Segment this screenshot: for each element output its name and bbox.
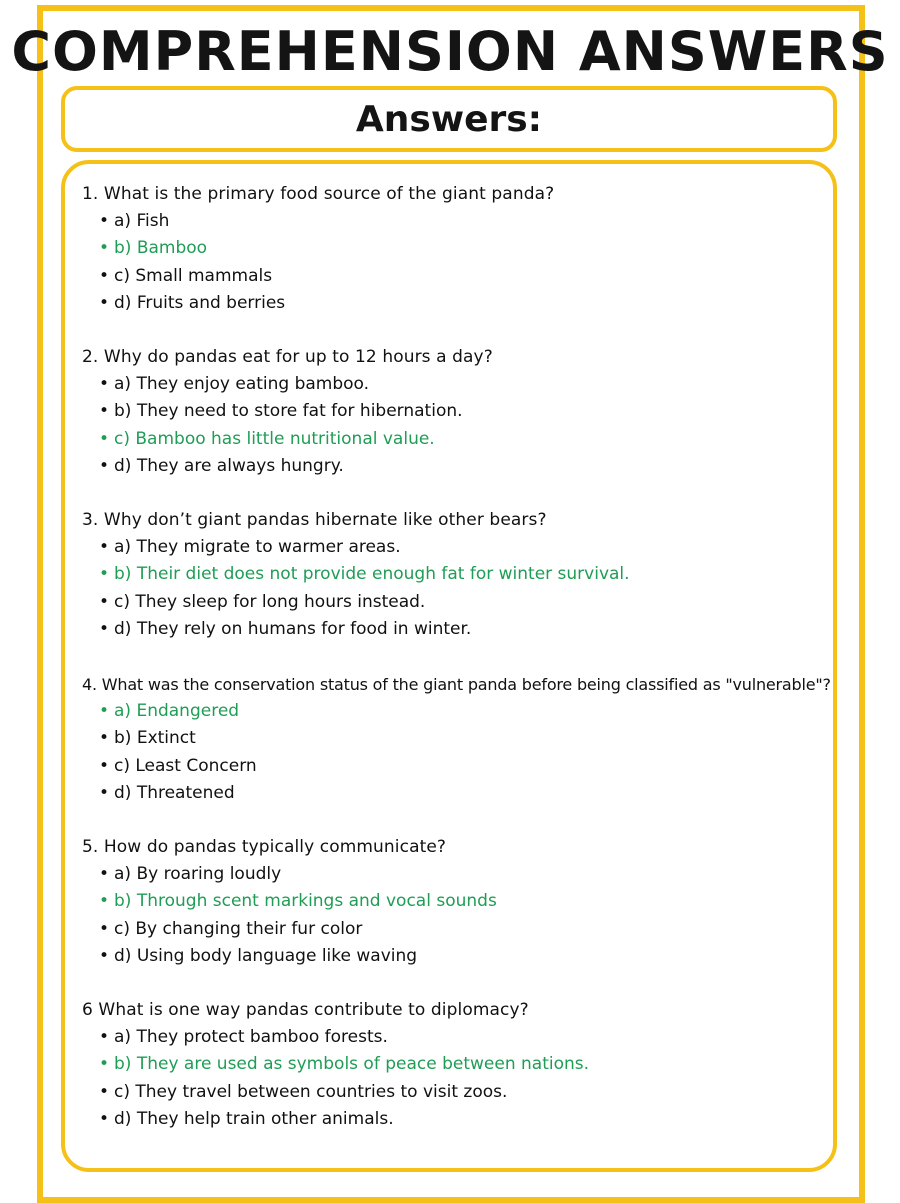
answer-option-text: d) They help train other animals. <box>114 1108 394 1129</box>
bullet-icon: • <box>99 428 110 449</box>
question-block <box>82 834 497 970</box>
bullet-icon: • <box>99 618 110 639</box>
bullet-icon: • <box>99 755 110 776</box>
bullet-icon: • <box>99 455 110 476</box>
answer-option <box>82 589 630 616</box>
answer-option <box>82 371 493 398</box>
options-list <box>82 534 630 643</box>
answer-option <box>82 753 831 780</box>
answer-option <box>82 616 630 643</box>
answer-option <box>82 453 493 480</box>
answer-option <box>82 943 497 970</box>
answer-option-text: d) Using body language like waving <box>114 945 418 966</box>
answer-option <box>82 1024 589 1051</box>
bullet-icon: • <box>99 591 110 612</box>
question-block <box>82 181 554 317</box>
question-block <box>82 671 831 807</box>
answer-option <box>82 235 554 262</box>
question-text: 3. Why don’t giant pandas hibernate like other bears? <box>82 510 547 530</box>
answer-option-text: c) Bamboo has little nutritional value. <box>114 428 435 449</box>
answer-option-text: c) They travel between countries to visit zoos. <box>114 1081 508 1102</box>
page-title: COMPREHENSION ANSWERS <box>11 20 889 83</box>
options-list <box>82 861 497 970</box>
answer-option-text: a) Fish <box>114 211 170 231</box>
question-block <box>82 997 589 1133</box>
bullet-icon: • <box>99 374 110 394</box>
answer-option-text: b) Bamboo <box>114 238 208 259</box>
subtitle-box <box>61 86 837 152</box>
answer-option-text: d) Fruits and berries <box>114 292 286 313</box>
answer-option <box>82 780 831 807</box>
answer-option-text: c) By changing their fur color <box>114 918 363 939</box>
options-list <box>82 371 493 480</box>
answer-option-text: b) They need to store fat for hibernation. <box>114 401 463 422</box>
answer-option-text: a) They protect bamboo forests. <box>114 1027 388 1047</box>
question-block <box>82 344 493 480</box>
bullet-icon: • <box>99 292 110 313</box>
answer-option-text: c) Least Concern <box>114 755 257 776</box>
answer-option <box>82 263 554 290</box>
question-text: 1. What is the primary food source of the giant panda? <box>82 184 555 204</box>
answer-option-text: b) Extinct <box>114 728 196 749</box>
answer-option <box>82 1106 589 1133</box>
question-text: 4. What was the conservation status of the giant panda before being classified as "vulnerable"? <box>82 675 831 694</box>
answer-option <box>82 534 630 561</box>
answer-option-text: a) They migrate to warmer areas. <box>114 537 401 557</box>
bullet-icon: • <box>99 701 110 721</box>
answer-option <box>82 861 497 888</box>
answer-option-text: b) Through scent markings and vocal sounds <box>114 891 497 912</box>
options-list <box>82 698 831 807</box>
answer-option-text: b) They are used as symbols of peace between nations. <box>114 1054 590 1075</box>
answer-option <box>82 888 497 915</box>
bullet-icon: • <box>99 864 110 884</box>
question-block <box>82 507 630 643</box>
answer-option-text: b) Their diet does not provide enough fat for winter survival. <box>114 564 630 585</box>
answer-option <box>82 290 554 317</box>
bullet-icon: • <box>99 1027 110 1047</box>
question-text: 2. Why do pandas eat for up to 12 hours a day? <box>82 347 493 367</box>
bullet-icon: • <box>99 564 110 585</box>
bullet-icon: • <box>99 537 110 557</box>
bullet-icon: • <box>99 1081 110 1102</box>
answer-option-text: d) Threatened <box>114 782 235 803</box>
bullet-icon: • <box>99 782 110 803</box>
answer-option <box>82 208 554 235</box>
answer-option <box>82 1079 589 1106</box>
answer-option <box>82 561 630 588</box>
answer-option-text: d) They are always hungry. <box>114 455 344 476</box>
bullet-icon: • <box>99 728 110 749</box>
answer-option <box>82 698 831 725</box>
options-list <box>82 208 554 317</box>
bullet-icon: • <box>99 401 110 422</box>
answer-option-text: a) They enjoy eating bamboo. <box>114 374 370 394</box>
question-text: 6 What is one way pandas contribute to diplomacy? <box>82 1000 529 1020</box>
bullet-icon: • <box>99 891 110 912</box>
answer-option-text: d) They rely on humans for food in winter. <box>114 618 472 639</box>
answer-option <box>82 725 831 752</box>
bullet-icon: • <box>99 238 110 259</box>
bullet-icon: • <box>99 918 110 939</box>
answer-option-text: a) By roaring loudly <box>114 864 282 884</box>
answer-option <box>82 1051 589 1078</box>
answer-option <box>82 426 493 453</box>
bullet-icon: • <box>99 945 110 966</box>
answer-option <box>82 916 497 943</box>
bullet-icon: • <box>99 1054 110 1075</box>
answer-option-text: c) Small mammals <box>114 265 273 286</box>
subtitle: Answers: <box>355 98 543 140</box>
answer-option-text: c) They sleep for long hours instead. <box>114 591 426 612</box>
answer-option-text: a) Endangered <box>114 701 240 721</box>
bullet-icon: • <box>99 211 110 231</box>
answer-option <box>82 398 493 425</box>
bullet-icon: • <box>99 265 110 286</box>
question-text: 5. How do pandas typically communicate? <box>82 837 447 857</box>
options-list <box>82 1024 589 1133</box>
bullet-icon: • <box>99 1108 110 1129</box>
